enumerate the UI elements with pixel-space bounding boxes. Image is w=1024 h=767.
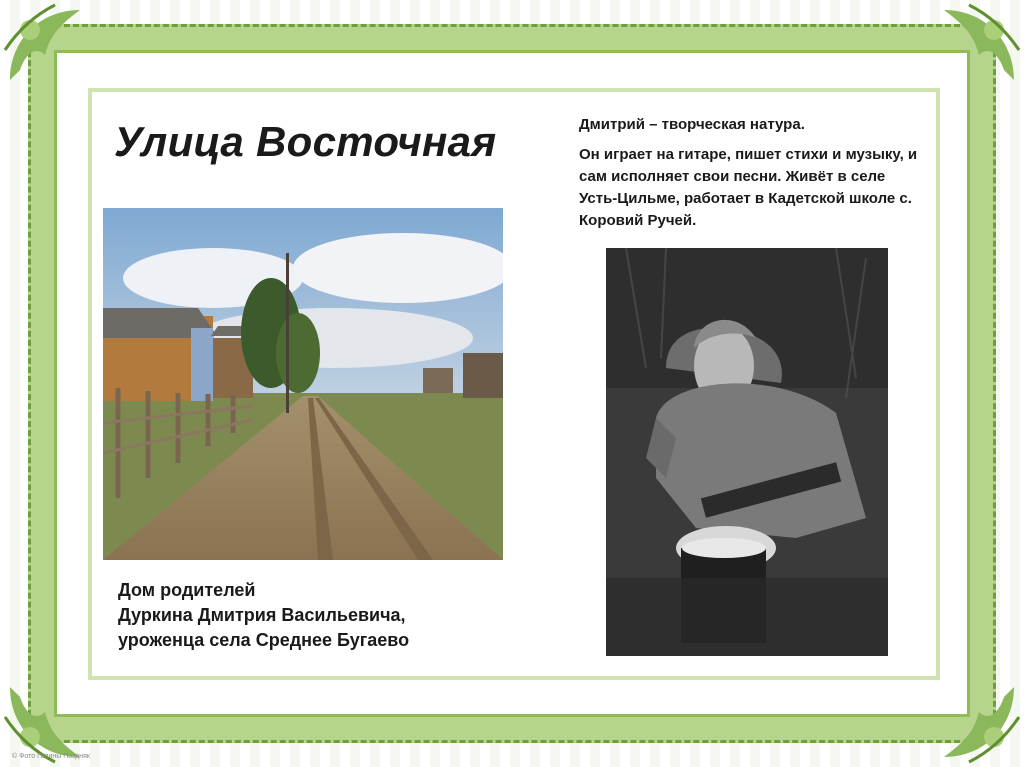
corner-ornament bbox=[934, 677, 1024, 767]
photo-caption bbox=[118, 578, 409, 653]
corner-ornament bbox=[934, 0, 1024, 90]
slide-title: Улица Восточная bbox=[114, 118, 497, 165]
description-text bbox=[579, 114, 919, 232]
caption-line: уроженца села Среднее Бугаево bbox=[118, 630, 410, 650]
corner-ornament bbox=[0, 0, 90, 90]
description-paragraph: Он играет на гитаре, пишет стихи и музыку, и сам исполняет свои песни. Живёт в селе Усть-Цильме, работает в Кадетской школе с. Коровий Ручей. bbox=[579, 146, 918, 229]
description-line: Дмитрий – творческая натура. bbox=[579, 116, 805, 133]
village-street-photo bbox=[103, 208, 503, 560]
portrait-man-with-pot-photo bbox=[606, 248, 888, 656]
copyright-text: © Фото Галины Поздняк bbox=[12, 753, 90, 760]
caption-line: Дом родителей bbox=[118, 580, 256, 600]
caption-line: Дуркина Дмитрия Васильевича, bbox=[118, 605, 406, 625]
